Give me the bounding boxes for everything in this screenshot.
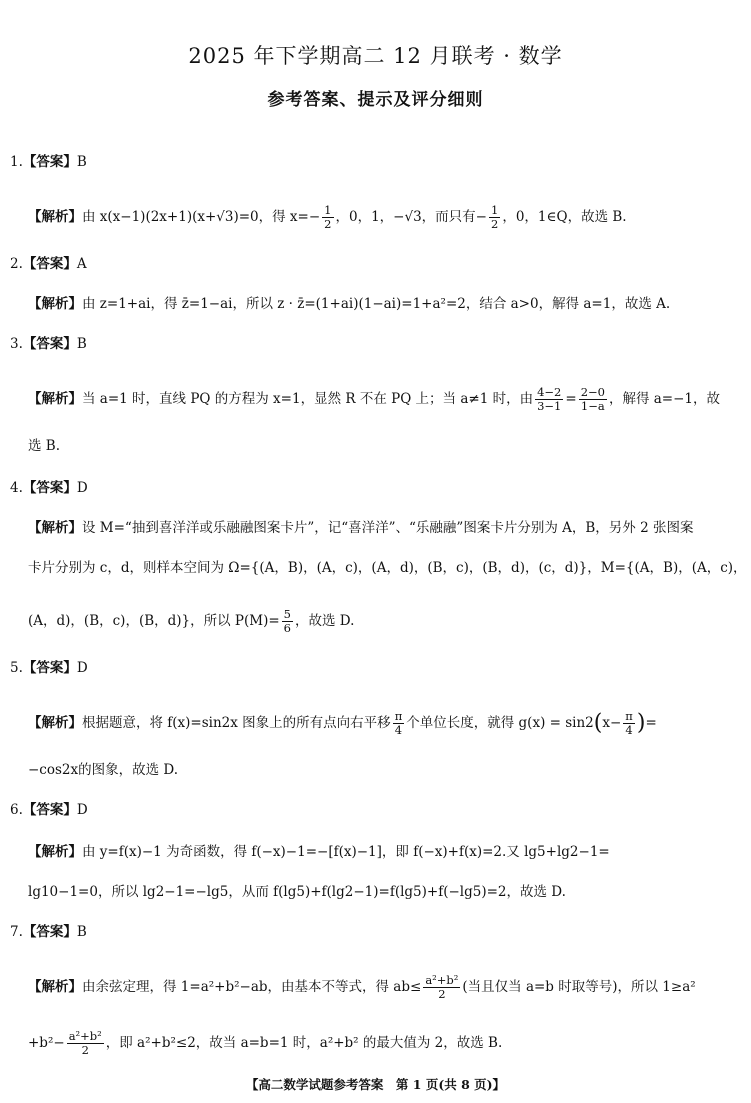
q4-answer-value: D <box>76 480 88 496</box>
q4-sol-text: 设 M=“抽到喜洋洋或乐融融图案卡片”，记“喜洋洋”、“乐融融”图案卡片分别为 A，B，另外 2 张图案 <box>82 520 694 536</box>
q4-sol-text-2: 卡片分别为 c，d，则样本空间为 Ω={(A，B)，(A，c)，(A，d)，(B，c)，(B，d)，(c，d)}，M={(A，B)，(A，c)， <box>28 560 747 576</box>
q5-answer-value: D <box>76 660 88 676</box>
answer-label: 【答案】 <box>22 154 77 170</box>
q5-right-paren: ) <box>636 710 646 736</box>
q5-left-paren: ( <box>593 710 603 736</box>
q3-solution <box>28 386 720 413</box>
q7-answer-value: B <box>76 924 87 940</box>
q4-solution-line2 <box>28 558 747 578</box>
q2-solution <box>28 294 670 314</box>
q3-answer-value: B <box>76 336 87 352</box>
q2-number: 2. <box>10 256 23 272</box>
q1-sol-text-3: ，0，1∈Q，故选 B. <box>502 209 627 225</box>
analysis-label: 【解析】 <box>28 520 82 536</box>
q3-fraction-2: $\frac{2-0}{1-a}$ <box>580 385 605 413</box>
q5-number: 5. <box>10 660 23 676</box>
q6-sol-text-2: lg10−1=0，所以 lg2−1=−lg5，从而 f(lg5)+f(lg2−1)=f(lg5)+f(−lg5)=2，故选 D. <box>28 884 566 900</box>
answer-label: 【答案】 <box>22 336 77 352</box>
q4-solution-line3 <box>28 608 354 635</box>
q5-sol-text-5: −cos2x的图象，故选 D. <box>28 762 179 778</box>
q6-number: 6. <box>10 802 23 818</box>
q7-fraction-1: $\frac{\text{a²+b²}}{2}$ <box>425 973 459 1001</box>
page-title: 2025 年下学期高二 12 月联考 · 数学 <box>188 44 563 68</box>
q5-sol-text-2: 个单位长度，就得 g(x) = sin2 <box>406 715 594 731</box>
q3-answer <box>10 334 87 354</box>
q6-solution-line1 <box>28 842 610 862</box>
analysis-label: 【解析】 <box>28 209 82 225</box>
analysis-label: 【解析】 <box>28 979 82 995</box>
q3-equals: = <box>565 391 577 407</box>
analysis-label: 【解析】 <box>28 715 82 731</box>
q1-fraction-1: $\frac{1}{2}$ <box>324 203 332 231</box>
q3-solution-line2 <box>28 436 60 456</box>
answer-label: 【答案】 <box>22 256 77 272</box>
q7-sol-text-4: ，即 a²+b²≤2，故当 a=b=1 时，a²+b² 的最大值为 2，故选 B. <box>105 1035 503 1051</box>
q4-answer <box>10 478 88 498</box>
q7-solution-line1 <box>28 974 696 1001</box>
q7-answer <box>10 922 87 942</box>
q5-fraction-2: $\frac{\pi}{4}$ <box>625 709 633 737</box>
answer-label: 【答案】 <box>22 480 77 496</box>
answer-label: 【答案】 <box>22 924 77 940</box>
q3-sol-text-2: ，解得 a=−1，故 <box>608 391 721 407</box>
q5-answer <box>10 658 88 678</box>
q2-sol-text: 由 z=1+ai，得 z̄=1−ai，所以 z · z̄=(1+ai)(1−ai)=1+a²=2，结合 a>0，解得 a=1，故选 A. <box>82 296 671 312</box>
q4-sol-text-4: ，故选 D. <box>295 613 355 629</box>
q1-number: 1. <box>10 154 23 170</box>
q5-fraction-1: $\frac{\pi}{4}$ <box>394 709 403 737</box>
analysis-label: 【解析】 <box>28 391 82 407</box>
q5-sol-text-4: = <box>645 715 657 731</box>
q5-sol-text: 根据题意，将 f(x)=sin2x 图象上的所有点向右平移 <box>82 715 391 731</box>
q1-fraction-2: $\frac{1}{2}$ <box>491 203 499 231</box>
analysis-label: 【解析】 <box>28 296 82 312</box>
q4-sol-text-3: (A，d)，(B，c)，(B，d)}，所以 P(M)= <box>28 613 280 629</box>
answer-label: 【答案】 <box>22 660 77 676</box>
q2-answer <box>10 254 87 274</box>
q1-answer-value: B <box>76 154 87 170</box>
q4-solution-line1 <box>28 518 693 538</box>
q5-sol-text-3: x− <box>602 715 622 731</box>
q2-answer-value: A <box>76 256 87 272</box>
q3-sol-text: 当 a=1 时，直线 PQ 的方程为 x=1，显然 R 不在 PQ 上；当 a≠1 时，由 <box>82 391 534 407</box>
q4-number: 4. <box>10 480 23 496</box>
q3-fraction-1: $\frac{4-2}{3-1}$ <box>537 385 562 413</box>
q1-answer <box>10 152 87 172</box>
q6-sol-text: 由 y=f(x)−1 为奇函数，得 f(−x)−1=−[f(x)−1]，即 f(−x)+f(x)=2.又 lg5+lg2−1= <box>82 844 610 860</box>
q5-solution <box>28 710 657 737</box>
q5-solution-line2 <box>28 760 178 780</box>
q7-fraction-2: $\frac{\text{a²+b²}}{2}$ <box>68 1029 102 1057</box>
q7-sol-text-3: +b²− <box>28 1035 65 1051</box>
q6-answer <box>10 800 88 820</box>
analysis-label: 【解析】 <box>28 844 82 860</box>
q1-sol-text-2: ，0，1，−√3，而只有− <box>335 209 487 225</box>
page-subtitle: 参考答案、提示及评分细则 <box>267 90 484 110</box>
page-footer: 【高二数学试题参考答案 第 1 页(共 8 页)】 <box>245 1077 506 1092</box>
q7-number: 7. <box>10 924 23 940</box>
q7-solution-line2 <box>28 1030 502 1057</box>
answer-label: 【答案】 <box>22 802 77 818</box>
q1-solution <box>28 204 627 231</box>
q6-solution-line2 <box>28 882 566 902</box>
q3-number: 3. <box>10 336 23 352</box>
q3-sol-text-3: 选 B. <box>28 438 61 454</box>
q6-answer-value: D <box>76 802 88 818</box>
q4-fraction: $\frac{5}{6}$ <box>283 607 291 635</box>
q7-sol-text-2: (当且仅当 a=b 时取等号)，所以 1≥a² <box>462 979 696 995</box>
q1-sol-text: 由 x(x−1)(2x+1)(x+√3)=0，得 x=− <box>82 209 321 225</box>
q7-sol-text: 由余弦定理，得 1=a²+b²−ab，由基本不等式，得 ab≤ <box>82 979 422 995</box>
